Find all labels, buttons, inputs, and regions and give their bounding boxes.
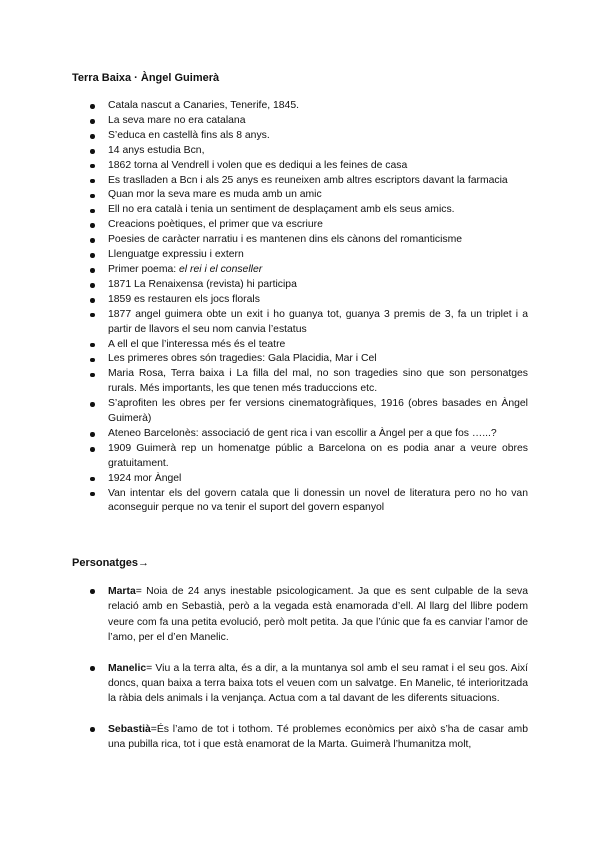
poem-title: el rei i el conseller: [179, 263, 263, 275]
biography-list: [88, 99, 528, 516]
list-item: Es traslladen a Bcn i als 25 anys es reuneixen amb altres escriptors davant la farmacia: [88, 174, 528, 189]
list-item: 1862 torna al Vendrell i volen que es dediqui a les feines de casa: [88, 159, 528, 174]
character-description: = Viu a la terra alta, és a dir, a la muntanya sol amb el seu ramat i el seu gos. Així doncs, quan baixa a terra baixa tots el veuen com un salvatge. En Manelic, té interioritzada la ràbia dels animals i la venjança. Actua com a tal davant de les diferents situacions.: [108, 662, 528, 705]
character-description: = Noia de 24 anys inestable psicologicament. Ja que es sent culpable de la seva relació amb en Sebastià, però a la vegada està enamorada d’ell. Al llarg del llibre podem veure com fa una petita evolució, però molt petita. Ja que l’únic que fa es canviar l’amor de l’amo, per el d’en Manelic.: [108, 586, 528, 644]
character-name: Manelic: [108, 662, 147, 674]
list-item: Poesies de caràcter narratiu i es mantenen dins els cànons del romanticisme: [88, 233, 528, 248]
list-item: 1924 mor Àngel: [88, 472, 528, 487]
character-item-sebastia: [88, 722, 528, 753]
list-item: S’educa en castellà fins als 8 anys.: [88, 129, 528, 144]
list-item: Catala nascut a Canaries, Tenerife, 1845.: [88, 99, 528, 114]
list-item: 1909 Guimerà rep un homenatge públic a Barcelona on es podia anar a veure obres gratuitament.: [88, 442, 528, 472]
list-item: Van intentar els del govern catala que li donessin un novel de literatura pero no ho van aconseguir perque no va tenir el suport del govern espanyol: [88, 487, 528, 517]
characters-list: [88, 584, 528, 768]
document-title: Terra Baixa · Àngel Guimerà: [72, 72, 220, 84]
list-item: 1877 angel guimera obte un exit i ho guanya tot, guanya 3 premis de 3, fa un triplet i a partir de llavors el seu nom canvia l’estatus: [88, 308, 528, 338]
list-item: La seva mare no era catalana: [88, 114, 528, 129]
list-item: Maria Rosa, Terra baixa i La filla del mal, no son tragedies sino que son personatges rurals. Més importants, les que tenen més traduccions etc.: [88, 367, 528, 397]
list-item: Les primeres obres són tragedies: Gala Placidia, Mar i Cel: [88, 352, 528, 367]
list-item: S’aprofiten les obres per fer versions cinematogràfiques, 1916 (obres basades en Àngel Guimerà): [88, 397, 528, 427]
list-item: Llenguatge expressiu i extern: [88, 248, 528, 263]
list-item: Ell no era català i tenia un sentiment de desplaçament amb els seus amics.: [88, 203, 528, 218]
list-item: 1859 es restauren els jocs florals: [88, 293, 528, 308]
list-item: Ateneo Barcelonès: associació de gent rica i van escollir a Àngel per a que fos …...?: [88, 427, 528, 442]
characters-heading: Personatges→: [72, 557, 150, 569]
character-item-manelic: [88, 661, 528, 707]
character-description: =És l’amo de tot i tothom. Té problemes econòmics per això s’ha de casar amb una pubilla rica, tot i que està enamorat de la Marta. Guimerà l’humanitza molt,: [108, 723, 528, 751]
character-item-marta: [88, 584, 528, 646]
poem-prefix: Primer poema:: [108, 263, 180, 275]
character-name: Marta: [108, 586, 136, 597]
list-item-poem: [88, 263, 528, 278]
list-item: A ell el que l’interessa més és el teatre: [88, 338, 528, 353]
list-item: Quan mor la seva mare es muda amb un amic: [88, 188, 528, 203]
list-item: Creacions poètiques, el primer que va escriure: [88, 218, 528, 233]
character-name: Sebastià: [108, 723, 151, 735]
list-item: 1871 La Renaixensa (revista) hi participa: [88, 278, 528, 293]
list-item: 14 anys estudia Bcn,: [88, 144, 528, 159]
